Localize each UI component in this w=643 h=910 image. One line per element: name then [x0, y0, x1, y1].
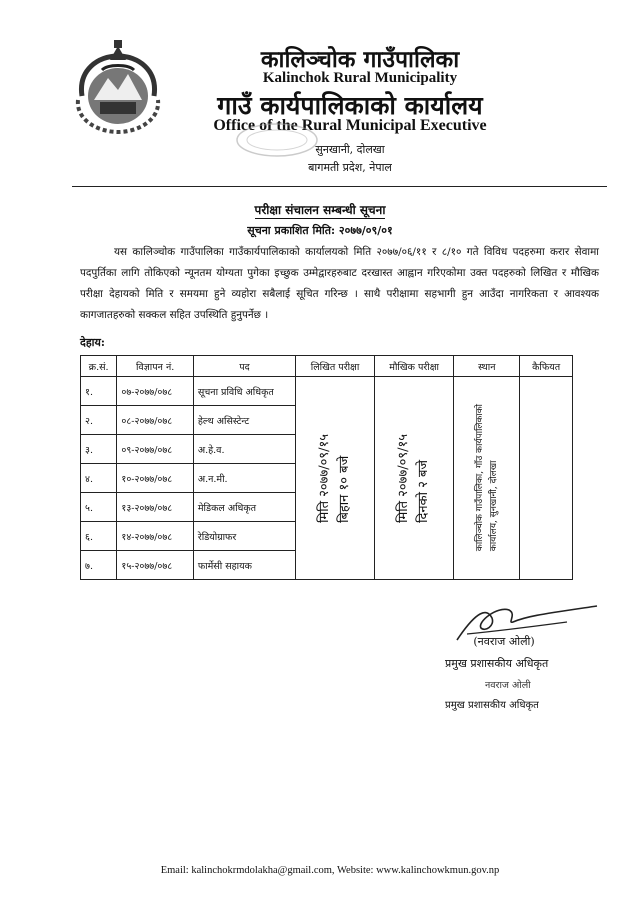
cell-post: सूचना प्रविधि अधिकृत	[193, 377, 295, 406]
cell-ad-no: ०९-२०७७/०७८	[117, 435, 193, 464]
cell-written-exam	[296, 377, 375, 580]
place-line-1: कालिञ्चोक गाउँपालिका, गाँउ कार्यपालिकाको	[474, 404, 485, 552]
oral-exam-date: मिति २०७७/०९/१५	[396, 433, 412, 523]
cell-sn: ३.	[81, 435, 117, 464]
oral-exam-time: दिनको २ बजे	[416, 459, 432, 523]
cell-sn: २.	[81, 406, 117, 435]
footer-contact: Email: kalinchokrmdolakha@gmail.com, Website: www.kalinchowkmun.gov.np	[160, 865, 500, 876]
cell-post: अ.हे.व.	[193, 435, 295, 464]
header-ad-no: विज्ञापन नं.	[117, 356, 193, 377]
cell-sn: ५.	[81, 493, 117, 522]
cell-post: रेडियोग्राफर	[193, 522, 295, 551]
exam-schedule-table	[80, 355, 573, 580]
header-place: स्थान	[454, 356, 520, 377]
cell-ad-no: १४-२०७७/०७८	[117, 522, 193, 551]
address-line-1: सुनखानी, दोलखा	[315, 143, 385, 156]
cell-sn: ६.	[81, 522, 117, 551]
stamp-designation: प्रमुख प्रशासकीय अधिकृत	[445, 700, 539, 711]
place-text	[473, 404, 501, 551]
header-sn: क्र.सं.	[81, 356, 117, 377]
dehay-label: देहाय:	[80, 336, 105, 349]
cell-ad-no: १५-२०७७/०७८	[117, 551, 193, 580]
written-exam-text	[315, 434, 355, 523]
cell-remark	[520, 377, 573, 580]
notice-title	[200, 201, 440, 218]
cell-post: फार्मेसी सहायक	[193, 551, 295, 580]
header-remark: कैफियत	[520, 356, 573, 377]
municipality-name-np: कालिञ्चोक गाउँपालिका	[260, 46, 460, 73]
table-header-row	[81, 356, 573, 377]
cell-sn: ७.	[81, 551, 117, 580]
signatory-name: (नवराज ओली)	[473, 635, 535, 648]
stamp-name: नवराज ओली	[485, 680, 531, 691]
address-line-2: बागमती प्रदेश, नेपाल	[308, 161, 392, 174]
header-divider	[72, 186, 607, 187]
signatory-designation: प्रमुख प्रशासकीय अधिकृत	[445, 657, 549, 670]
cell-ad-no: १०-२०७७/०७८	[117, 464, 193, 493]
oral-exam-text	[394, 434, 434, 523]
notice-body: यस कालिञ्चोक गाउँपालिका गाउँकार्यपालिकाको कार्यालयको मिति २०७७/०६/११ र ८/१० गते विविध पदहरुमा करार सेवामा पदपुर्तिका लागि तोकिएको न्यूनतम योग्यता पुगेका इच्छुक उम्मेद्वारहरुबाट दरखास्त आह्वान गरिएकोमा उक्त पदहरुको लिखित र मौखिक परीक्षा देहायको मिति र समयमा हुने व्यहोरा सबैलाई सूचित गरिन्छ । साथै परीक्षामा सहभागी हुन आउँदा नागरिकता र आवश्यक कागजातहरुको सक्कल सहित उपस्थिति हुनुपर्नेछ ।	[80, 246, 599, 321]
cell-post: मेडिकल अधिकृत	[193, 493, 295, 522]
cell-oral-exam	[374, 377, 454, 580]
cell-post: अ.न.मी.	[193, 464, 295, 493]
cell-post: हेल्थ असिस्टेन्ट	[193, 406, 295, 435]
header-oral-exam: मौखिक परीक्षा	[374, 356, 454, 377]
header-written-exam: लिखित परीक्षा	[296, 356, 375, 377]
place-line-2: कार्यालय, सुनखानी, दोलखा	[488, 460, 499, 552]
notice-title-text: परीक्षा संचालन सम्बन्धी सूचना	[254, 203, 386, 217]
office-name-np: गाउँ कार्यपालिकाको कार्यालय	[217, 91, 483, 120]
header-post: पद	[193, 356, 295, 377]
cell-ad-no: ०८-२०७७/०७८	[117, 406, 193, 435]
cell-ad-no: १३-२०७७/०७८	[117, 493, 193, 522]
cell-sn: ४.	[81, 464, 117, 493]
table-row	[81, 377, 573, 406]
cell-ad-no: ०७-२०७७/०७८	[117, 377, 193, 406]
written-exam-time: बिहान १० बजे	[337, 455, 353, 523]
office-name-en: Office of the Rural Municipal Executive	[213, 117, 487, 134]
cell-place	[454, 377, 520, 580]
municipality-name-en: Kalinchok Rural Municipality	[262, 70, 458, 86]
published-date: सूचना प्रकाशित मिति: २०७७/०९/०१	[247, 224, 393, 237]
cell-sn: १.	[81, 377, 117, 406]
written-exam-date: मिति २०७७/०९/१५	[317, 433, 333, 523]
